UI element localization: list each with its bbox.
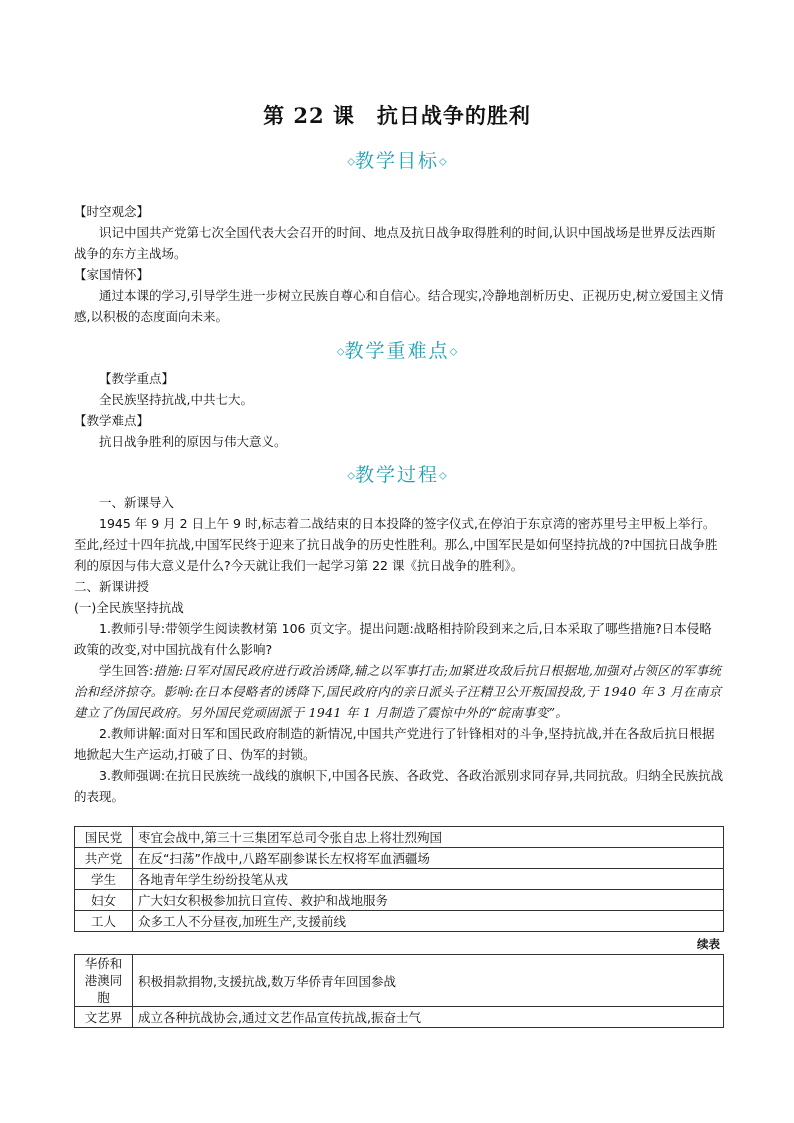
section-heading-key-points: ◇教学重难点◇ bbox=[336, 340, 458, 362]
teacher-explain-paragraph: 2.教师讲解:面对日军和国民政府制造的新情况,中国共产党进行了针锋相对的斗争,坚持抗战,并在各敌后抗日根据地掀起大生产运动,打破了日、伪军的封锁。 bbox=[74, 726, 715, 762]
table-cell-value: 在反“扫荡”作战中,八路军副参谋长左权将军血洒疆场 bbox=[133, 848, 724, 869]
teacher-guide-paragraph: 1.教师引导:带领学生阅读教材第 106 页文字。提出问题:战略相持阶段到来之后,日本采取了哪些措施?日本侵略政策的改变,对中国抗战有什么影响? bbox=[74, 621, 712, 657]
diamond-icon: ◇ bbox=[347, 470, 355, 482]
intro-paragraph: 1945 年 9 月 2 日上午 9 时,标志着二战结束的日本投降的签字仪式,在停泊于东京湾的密苏里号主甲板上举行。至此,经过十四年抗战,中国军民终于迎来了抗日战争的历史性胜利。那么,中国军民是如何坚持抗战的?中国抗日战争胜利的原因与伟大意义是什么?今天就让我们一起学习第 22 课《抗日战争的胜利》。 bbox=[74, 516, 718, 573]
section-heading-process: ◇教学过程◇ bbox=[347, 464, 447, 486]
goals-block bbox=[74, 201, 724, 327]
table-cell-key: 妇女 bbox=[75, 890, 133, 911]
difficulty-heading: 【教学难点】 bbox=[74, 413, 150, 428]
table-cell-value: 积极捐款捐物,支援抗战,数万华侨青年回国参战 bbox=[133, 955, 724, 1007]
continued-label: 续表 bbox=[697, 937, 720, 951]
table-row bbox=[75, 848, 724, 869]
diamond-icon: ◇ bbox=[439, 156, 447, 168]
key-point-heading: 【教学重点】 bbox=[99, 371, 175, 386]
diamond-icon: ◇ bbox=[336, 346, 345, 358]
student-answer-paragraph bbox=[74, 660, 724, 723]
table-row bbox=[75, 955, 724, 1007]
table-cell-value: 枣宜会战中,第三十三集团军总司令张自忠上将壮烈殉国 bbox=[133, 827, 724, 848]
table-row bbox=[75, 911, 724, 932]
student-answer-label: 学生回答: bbox=[99, 663, 154, 678]
key-point-text: 全民族坚持抗战,中共七大。 bbox=[99, 392, 253, 407]
key-points-block bbox=[74, 368, 724, 452]
process-block bbox=[74, 492, 724, 807]
student-answer-text: 措施:日军对国民政府进行政治诱降,辅之以军事打击;加紧进攻敌后抗日根据地,加强对占领区的军事统治和经济掠夺。影响:在日本侵略者的诱降下,国民政府内的亲日派头子汪精卫公开叛国投敌,于 1940 年 3 月在南京建立了伪国民政府。另外国民党顽固派于 1941 年 1 月制造了震惊中外的“皖南事变”。 bbox=[74, 663, 722, 720]
table-cell-value: 众多工人不分昼夜,加班生产,支援前线 bbox=[133, 911, 724, 932]
goal-heading-patriotism: 【家国情怀】 bbox=[74, 267, 150, 282]
teacher-emphasis-paragraph: 3.教师强调:在抗日民族统一战线的旗帜下,中国各民族、各政党、各政治派别求同存异,共同抗敌。归纳全民族抗战的表现。 bbox=[74, 768, 724, 804]
table-cell-key: 国民党 bbox=[75, 827, 133, 848]
goal-heading-time-space: 【时空观念】 bbox=[74, 204, 150, 219]
diamond-icon: ◇ bbox=[449, 346, 458, 358]
section-heading-goals: ◇教学目标◇ bbox=[347, 150, 447, 172]
diamond-icon: ◇ bbox=[439, 470, 447, 482]
goal-text-time-space: 识记中国共产党第七次全国代表大会召开的时间、地点及抗日战争取得胜利的时间,认识中国战场是世界反法西斯战争的东方主战场。 bbox=[74, 225, 716, 261]
resistance-table bbox=[74, 826, 724, 932]
table-row bbox=[75, 890, 724, 911]
goal-text-patriotism: 通过本课的学习,引导学生进一步树立民族自尊心和自信心。结合现实,冷静地剖析历史、正视历史,树立爱国主义情感,以积极的态度面向未来。 bbox=[74, 288, 724, 324]
table-cell-key: 共产党 bbox=[75, 848, 133, 869]
table-cell-key: 华侨和港澳同胞 bbox=[75, 955, 133, 1007]
table-cell-value: 广大妇女积极参加抗日宣传、救护和战地服务 bbox=[133, 890, 724, 911]
table-cell-value: 成立各种抗战协会,通过文艺作品宣传抗战,振奋士气 bbox=[133, 1007, 724, 1028]
diamond-icon: ◇ bbox=[347, 156, 355, 168]
resistance-table-continued bbox=[74, 954, 724, 1028]
intro-heading: 一、新课导入 bbox=[99, 495, 175, 510]
difficulty-text: 抗日战争胜利的原因与伟大意义。 bbox=[99, 434, 287, 449]
table-cell-key: 工人 bbox=[75, 911, 133, 932]
lecture-heading: 二、新课讲授 bbox=[74, 579, 150, 594]
table-cell-key: 文艺界 bbox=[75, 1007, 133, 1028]
table-row bbox=[75, 1007, 724, 1028]
table-cell-key: 学生 bbox=[75, 869, 133, 890]
lesson-title: 第 22 课 抗日战争的胜利 bbox=[263, 103, 531, 128]
subsection-heading: (一)全民族坚持抗战 bbox=[74, 600, 184, 615]
table-row bbox=[75, 869, 724, 890]
table-row bbox=[75, 827, 724, 848]
table-cell-value: 各地青年学生纷纷投笔从戎 bbox=[133, 869, 724, 890]
